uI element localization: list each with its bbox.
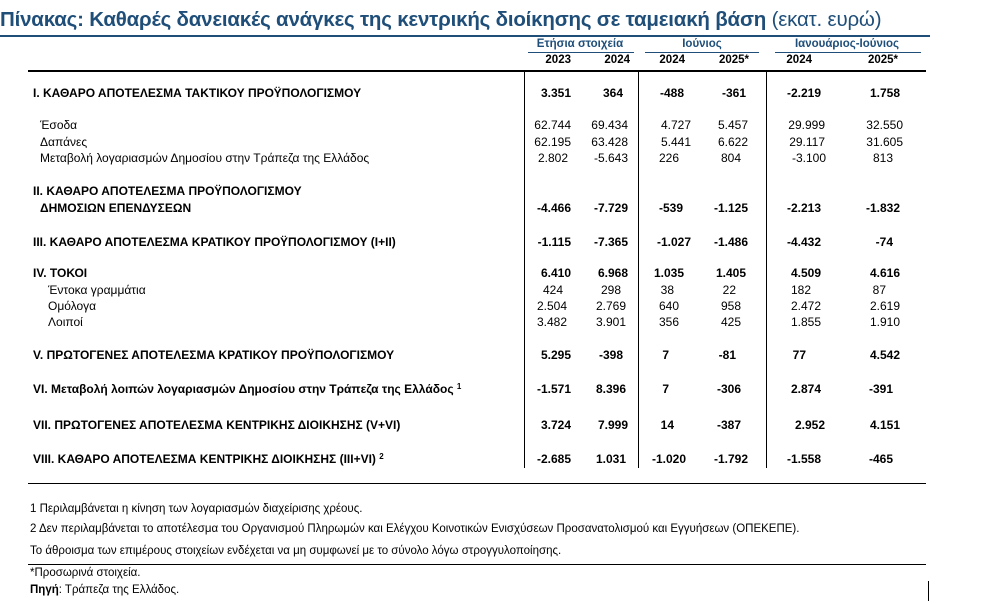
row-label-continued: ΔΗΜΟΣΙΩΝ ΕΠΕΝΔΥΣΕΩΝ bbox=[40, 201, 192, 215]
footnote-marker: 2 bbox=[379, 452, 384, 461]
group-underline-jan-june bbox=[775, 52, 921, 53]
row-label: Έσοδα bbox=[40, 118, 78, 132]
cell-value: -1.486 bbox=[713, 235, 748, 249]
table-row bbox=[0, 184, 997, 218]
cell-value: 4.509 bbox=[790, 266, 821, 280]
cell-value: 29.999 bbox=[788, 118, 825, 132]
cell-value: -1.558 bbox=[786, 452, 821, 466]
table-row bbox=[0, 118, 997, 134]
cell-value: -306 bbox=[716, 382, 741, 396]
source-label: Πηγή bbox=[30, 584, 59, 596]
cell-value: -1.125 bbox=[713, 201, 748, 215]
cell-value: -2.219 bbox=[786, 86, 821, 100]
row-label: V. ΠΡΩΤΟΓΕΝΕΣ ΑΠΟΤΕΛΕΣΜΑ ΚΡΑΤΙΚΟΥ ΠΡΟΫΠΟΛΟΓΙΣΜΟΥ bbox=[33, 348, 395, 362]
title-unit: (εκατ. ευρώ) bbox=[771, 8, 882, 31]
provisional-note: *Προσωρινά στοιχεία. bbox=[30, 567, 141, 579]
row-label: Μεταβολή λογαριασμών Δημοσίου στην Τράπεζα της Ελλάδος bbox=[40, 151, 370, 165]
cell-value: -81 bbox=[718, 348, 736, 362]
cell-value: -539 bbox=[658, 201, 683, 215]
group-underline-june bbox=[645, 52, 759, 53]
cell-value: 3.482 bbox=[536, 315, 567, 329]
cell-value: 2.769 bbox=[595, 299, 626, 313]
cell-value: -5.643 bbox=[593, 151, 628, 165]
footnote-1: 1 Περιλαμβάνεται η κίνηση των λογαριασμών διαχείρισης χρέους. bbox=[30, 503, 363, 515]
title-main: Πίνακας: Καθαρές δανειακές ανάγκες της κεντρικής διοίκησης σε ταμειακή βάση bbox=[0, 8, 767, 31]
cell-value: 1.031 bbox=[595, 452, 626, 466]
cell-value: 2.802 bbox=[537, 151, 568, 165]
cell-value: 4.727 bbox=[660, 118, 691, 132]
cell-value: -488 bbox=[659, 86, 684, 100]
table-row bbox=[0, 418, 997, 434]
row-label: ΙV. ΤΟΚΟΙ bbox=[33, 266, 88, 280]
cell-value: -4.466 bbox=[536, 201, 571, 215]
cell-value: -387 bbox=[716, 418, 741, 432]
row-label bbox=[33, 452, 384, 466]
source-note bbox=[30, 584, 179, 596]
year-header: 2024 bbox=[786, 54, 812, 66]
row-label-text: VΙΙΙ. ΚΑΘΑΡΟ ΑΠΟΤΕΛΕΣΜΑ ΚΕΝΤΡΙΚΗΣ ΔΙΟΙΚΗΣΗΣ (ΙΙΙ+VΙ) bbox=[33, 452, 376, 466]
cell-value: 31.605 bbox=[866, 135, 903, 149]
cell-value: 424 bbox=[542, 283, 563, 297]
cell-value: 5.441 bbox=[660, 135, 691, 149]
cell-value: 3.724 bbox=[540, 418, 571, 432]
group-underline-annual bbox=[528, 52, 634, 53]
cell-value: 640 bbox=[658, 299, 679, 313]
table-row bbox=[0, 135, 997, 151]
cell-value: 958 bbox=[720, 299, 741, 313]
cell-value: 804 bbox=[720, 151, 741, 165]
cell-value: 32.550 bbox=[866, 118, 903, 132]
group-header-june: Ιούνιος bbox=[682, 38, 722, 50]
cell-value: 22 bbox=[722, 283, 736, 297]
cell-value: -74 bbox=[875, 235, 893, 249]
cell-value: 226 bbox=[658, 151, 679, 165]
cell-value: 1.405 bbox=[715, 266, 746, 280]
cell-value: -361 bbox=[721, 86, 746, 100]
footnote-rule bbox=[28, 564, 926, 565]
year-header: 2023 bbox=[545, 54, 571, 66]
row-label: Λοιποί bbox=[48, 315, 83, 329]
source-divider bbox=[928, 581, 929, 601]
cell-value: -2.213 bbox=[786, 201, 821, 215]
cell-value: 7 bbox=[662, 382, 669, 396]
cell-value: -1.792 bbox=[713, 452, 748, 466]
cell-value: 1.910 bbox=[869, 315, 900, 329]
cell-value: 29.117 bbox=[789, 135, 825, 149]
cell-value: 77 bbox=[792, 348, 806, 362]
cell-value: -7.365 bbox=[593, 235, 628, 249]
row-label: Ι. ΚΑΘΑΡΟ ΑΠΟΤΕΛΕΣΜΑ ΤΑΚΤΙΚΟΥ ΠΡΟΫΠΟΛΟΓΙΣΜΟΥ bbox=[33, 86, 362, 100]
year-header: 2024 bbox=[604, 54, 630, 66]
cell-value: -1.832 bbox=[865, 201, 900, 215]
cell-value: 425 bbox=[720, 315, 741, 329]
table-row bbox=[0, 348, 997, 364]
row-label: Έντοκα γραμμάτια bbox=[48, 283, 146, 297]
cell-value: 2.874 bbox=[790, 382, 821, 396]
year-header: 2025* bbox=[718, 54, 749, 66]
cell-value: -465 bbox=[868, 452, 893, 466]
cell-value: 62.744 bbox=[534, 118, 571, 132]
cell-value: 69.434 bbox=[591, 118, 628, 132]
cell-value: 14 bbox=[660, 418, 674, 432]
group-header-jan-june: Ιανουάριος-Ιούνιος bbox=[794, 38, 900, 50]
cell-value: -1.020 bbox=[651, 452, 686, 466]
page-title bbox=[0, 8, 997, 32]
table-row bbox=[0, 382, 997, 398]
cell-value: 2.952 bbox=[794, 418, 825, 432]
cell-value: 4.542 bbox=[869, 348, 900, 362]
cell-value: 2.619 bbox=[869, 299, 900, 313]
row-label: ΙΙ. ΚΑΘΑΡΟ ΑΠΟΤΕΛΕΣΜΑ ΠΡΟΫΠΟΛΟΓΙΣΜΟΥ bbox=[33, 184, 302, 198]
cell-value: 7.999 bbox=[597, 418, 628, 432]
cell-value: -2.685 bbox=[536, 452, 571, 466]
row-label-text: VΙ. Μεταβολή λοιπών λογαριασμών Δημοσίου στην Τράπεζα της Ελλάδος bbox=[33, 382, 454, 396]
cell-value: 4.616 bbox=[869, 266, 900, 280]
cell-value: -1.571 bbox=[536, 382, 571, 396]
cell-value: -391 bbox=[868, 382, 893, 396]
cell-value: -3.100 bbox=[791, 151, 826, 165]
table-row bbox=[0, 266, 997, 282]
cell-value: 63.428 bbox=[591, 135, 628, 149]
table-row bbox=[0, 315, 997, 331]
cell-value: 87 bbox=[872, 283, 886, 297]
cell-value: -7.729 bbox=[593, 201, 628, 215]
cell-value: 1.758 bbox=[869, 86, 900, 100]
table-row bbox=[0, 283, 997, 299]
source-text: : Τράπεζα της Ελλάδος. bbox=[58, 584, 180, 596]
footnote-2: 2 Δεν περιλαμβάνεται το αποτέλεσμα του Οργανισμού Πληρωμών και Ελέγχου Κοινοτικών Ενισχύσεων Προσανατολισμού και Εγγυήσεων (ΟΠΕΚΕΠΕ). bbox=[30, 523, 800, 535]
cell-value: 6.410 bbox=[540, 266, 571, 280]
cell-value: 3.901 bbox=[595, 315, 626, 329]
cell-value: 1.035 bbox=[653, 266, 684, 280]
cell-value: 2.472 bbox=[790, 299, 821, 313]
cell-value: -398 bbox=[598, 348, 623, 362]
title-underline bbox=[0, 35, 930, 37]
cell-value: 1.855 bbox=[790, 315, 821, 329]
year-header: 2024 bbox=[659, 54, 685, 66]
row-label: Ομόλογα bbox=[48, 299, 97, 313]
table-row bbox=[0, 235, 997, 251]
cell-value: 5.295 bbox=[540, 348, 571, 362]
cell-value: 3.351 bbox=[540, 86, 571, 100]
group-header-annual: Ετήσια στοιχεία bbox=[536, 38, 624, 50]
table-row bbox=[0, 86, 997, 102]
cell-value: 298 bbox=[600, 283, 621, 297]
table-row bbox=[0, 151, 997, 167]
cell-value: 182 bbox=[790, 283, 811, 297]
cell-value: 38 bbox=[660, 283, 674, 297]
cell-value: 6.622 bbox=[717, 135, 748, 149]
cell-value: -1.027 bbox=[656, 235, 691, 249]
cell-value: 364 bbox=[602, 86, 623, 100]
rounding-note: Το άθροισμα των επιμέρους στοιχείων ενδέχεται να μη συμφωνεί με το σύνολο λόγω στρογγυλοποίησης. bbox=[30, 545, 562, 557]
table-row bbox=[0, 452, 997, 468]
footnote-marker: 1 bbox=[456, 382, 462, 391]
row-label: VΙΙ. ΠΡΩΤΟΓΕΝΕΣ ΑΠΟΤΕΛΕΣΜΑ ΚΕΝΤΡΙΚΗΣ ΔΙΟΙΚΗΣΗΣ (V+VI) bbox=[33, 418, 401, 432]
cell-value: 4.151 bbox=[869, 418, 900, 432]
cell-value: -1.115 bbox=[537, 235, 571, 249]
row-label: Δαπάνες bbox=[40, 135, 88, 149]
table-row bbox=[0, 299, 997, 315]
cell-value: 813 bbox=[872, 151, 893, 165]
cell-value: 2.504 bbox=[536, 299, 567, 313]
cell-value: 356 bbox=[658, 315, 679, 329]
row-label: ΙΙΙ. ΚΑΘΑΡΟ ΑΠΟΤΕΛΕΣΜΑ ΚΡΑΤΙΚΟΥ ΠΡΟΫΠΟΛΟΓΙΣΜΟΥ (Ι+ΙΙ) bbox=[33, 235, 396, 249]
row-label bbox=[33, 382, 461, 396]
cell-value: 5.457 bbox=[717, 118, 748, 132]
table-bottom-rule bbox=[28, 483, 926, 484]
cell-value: 6.968 bbox=[597, 266, 628, 280]
cell-value: 8.396 bbox=[595, 382, 626, 396]
cell-value: 7 bbox=[662, 348, 669, 362]
year-header: 2025* bbox=[867, 54, 898, 66]
cell-value: 62.195 bbox=[534, 135, 571, 149]
cell-value: -4.432 bbox=[786, 235, 821, 249]
header-rule bbox=[28, 70, 926, 72]
